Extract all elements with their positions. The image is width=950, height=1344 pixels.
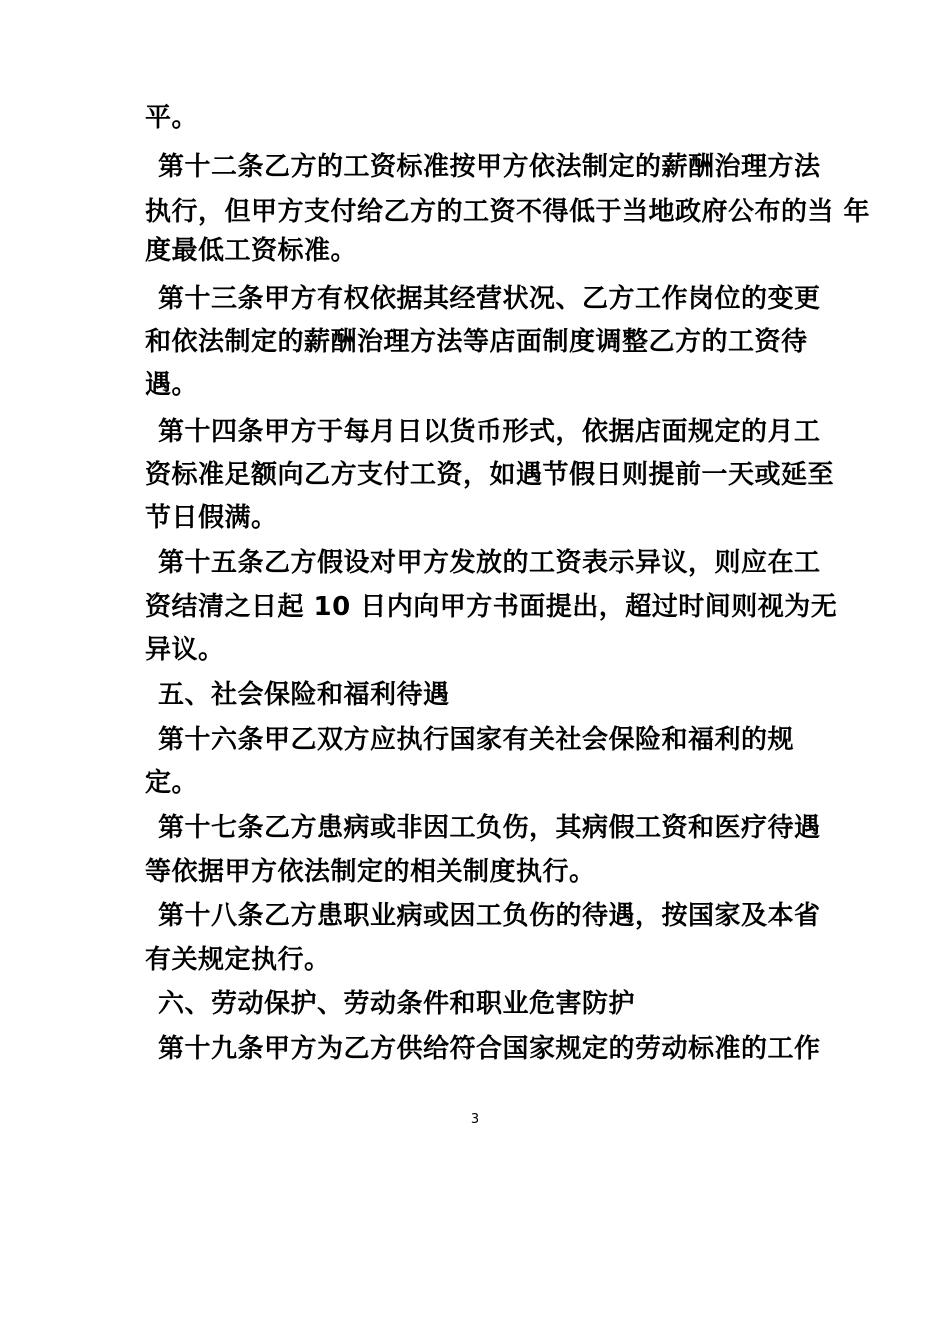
text-line: 定。 bbox=[145, 768, 199, 798]
article-13-line: 第十三条甲方有权依据其经营状况、乙方工作岗位的变更 bbox=[158, 284, 821, 314]
article-14-line: 第十四条甲方于每月日以货币形式，依据店面规定的月工 bbox=[158, 417, 821, 447]
text-line: 节日假满。 bbox=[145, 503, 278, 533]
article-17-line: 第十七条乙方患病或非因工负伤，其病假工资和医疗待遇 bbox=[158, 813, 821, 843]
text-line: 资结清之日起 10 日内向甲方书面提出，超过时间则视为无 bbox=[145, 592, 838, 622]
text-line: 度最低工资标准。 bbox=[145, 236, 358, 266]
section-6-heading: 六、劳动保护、劳动条件和职业危害防护 bbox=[158, 989, 636, 1019]
text-line: 等依据甲方依法制定的相关制度执行。 bbox=[145, 857, 596, 887]
page-number: 3 bbox=[470, 1112, 480, 1127]
text-line: 资标准足额向乙方支付工资，如遇节假日则提前一天或延至 bbox=[145, 460, 835, 490]
article-12-line: 第十二条乙方的工资标准按甲方依法制定的薪酬治理方法 bbox=[158, 152, 821, 182]
text-line: 平。 bbox=[145, 103, 199, 133]
article-15-line: 第十五条乙方假设对甲方发放的工资表示异议，则应在工 bbox=[158, 548, 821, 578]
text-line: 和依法制定的薪酬治理方法等店面制度调整乙方的工资待 bbox=[145, 327, 808, 357]
section-5-heading: 五、社会保险和福利待遇 bbox=[158, 680, 450, 710]
text-line: 遇。 bbox=[145, 370, 199, 400]
article-18-line: 第十八条乙方患职业病或因工负伤的待遇，按国家及本省 bbox=[158, 901, 821, 931]
text-line: 有关规定执行。 bbox=[145, 945, 331, 975]
article-16-line: 第十六条甲乙双方应执行国家有关社会保险和福利的规 bbox=[158, 725, 795, 755]
text-line: 执行，但甲方支付给乙方的工资不得低于当地政府公布的当 年 bbox=[145, 197, 871, 227]
text-line: 异议。 bbox=[145, 635, 225, 665]
article-19-line: 第十九条甲方为乙方供给符合国家规定的劳动标准的工作 bbox=[158, 1034, 821, 1064]
